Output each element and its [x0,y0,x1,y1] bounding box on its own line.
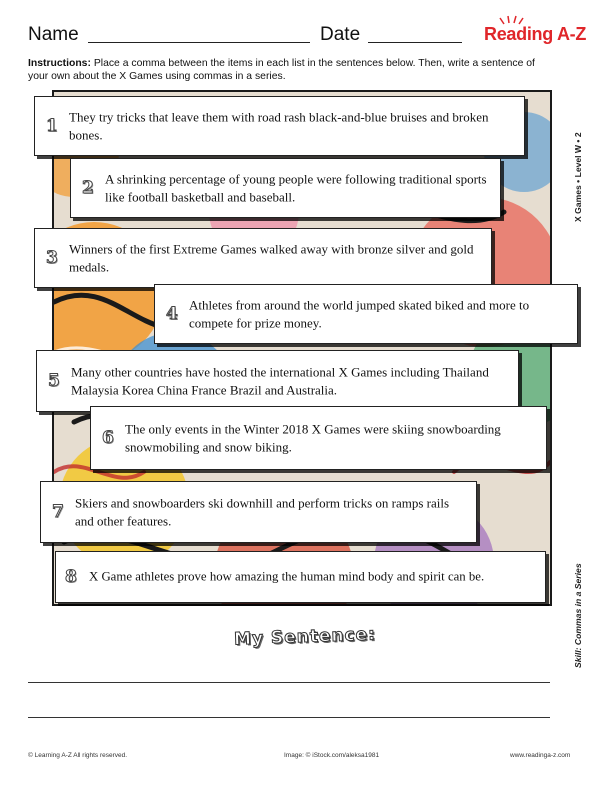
sentence-card-3 [34,228,492,288]
sentence-card-8 [55,551,546,603]
name-label: Name [28,24,79,45]
sentence-card-7 [40,481,477,543]
writing-line-1[interactable] [28,682,550,683]
brand-text: Reading A-Z [484,24,587,44]
sentence-card-2 [70,158,501,218]
sentence-text-3[interactable]: Winners of the first Extreme Games walked away with bronze silver and gold medals. [69,241,474,274]
side-label-level: X Games • Level W • 2 [573,132,583,222]
name-line[interactable] [88,42,310,43]
sentence-card-6 [90,406,547,470]
instructions [28,57,548,83]
sentence-text-2[interactable]: A shrinking percentage of young people were following traditional sports like football basketball and baseball. [105,171,487,204]
sentence-card-5 [36,350,519,412]
sentence-text-6[interactable]: The only events in the Winter 2018 X Games were skiing snowboarding snowmobiling and snow biking. [125,421,501,454]
footer-image-credit: Image: © iStock.com/aleksa1981 [284,752,380,759]
sentence-text-1[interactable]: They try tricks that leave them with road rash black-and-blue bruises and broken bones. [69,109,489,142]
writing-line-2[interactable] [28,717,550,718]
number-1: 1 [46,116,58,136]
side-label-skill: Skill: Commas in a Series [573,563,583,668]
sentence-text-4[interactable]: Athletes from around the world jumped skated biked and more to compete for prize money. [189,297,530,330]
date-line[interactable] [368,42,462,43]
sentence-text-7[interactable]: Skiers and snowboarders ski downhill and perform tricks on ramps rails and other features. [75,495,450,528]
instructions-text: Place a comma between the items in each list in the sentences below. Then, write a sentence of your own about the X Games using commas in a series. [28,58,535,82]
instructions-lead: Instructions: [28,58,91,69]
footer-website[interactable]: www.readinga-z.com [510,752,571,759]
sentence-card-4 [154,284,578,344]
number-6: 6 [102,428,114,448]
sentence-text-5[interactable]: Many other countries have hosted the international X Games including Thailand Malaysia Korea China France Brazil and Australia. [71,364,489,397]
number-8: 8 [65,567,77,587]
number-3: 3 [46,248,58,268]
sentence-card-1 [34,96,525,156]
reading-az-logo [484,19,587,49]
number-5: 5 [48,371,60,391]
footer-copyright: © Learning A-Z All rights reserved. [28,752,128,759]
number-7: 7 [52,502,64,522]
sentence-text-8[interactable]: X Game athletes prove how amazing the human mind body and spirit can be. [89,569,485,584]
my-sentence-heading: My Sentence: [233,624,377,650]
number-2: 2 [82,178,94,198]
number-4: 4 [166,304,178,324]
date-label: Date [320,24,361,45]
